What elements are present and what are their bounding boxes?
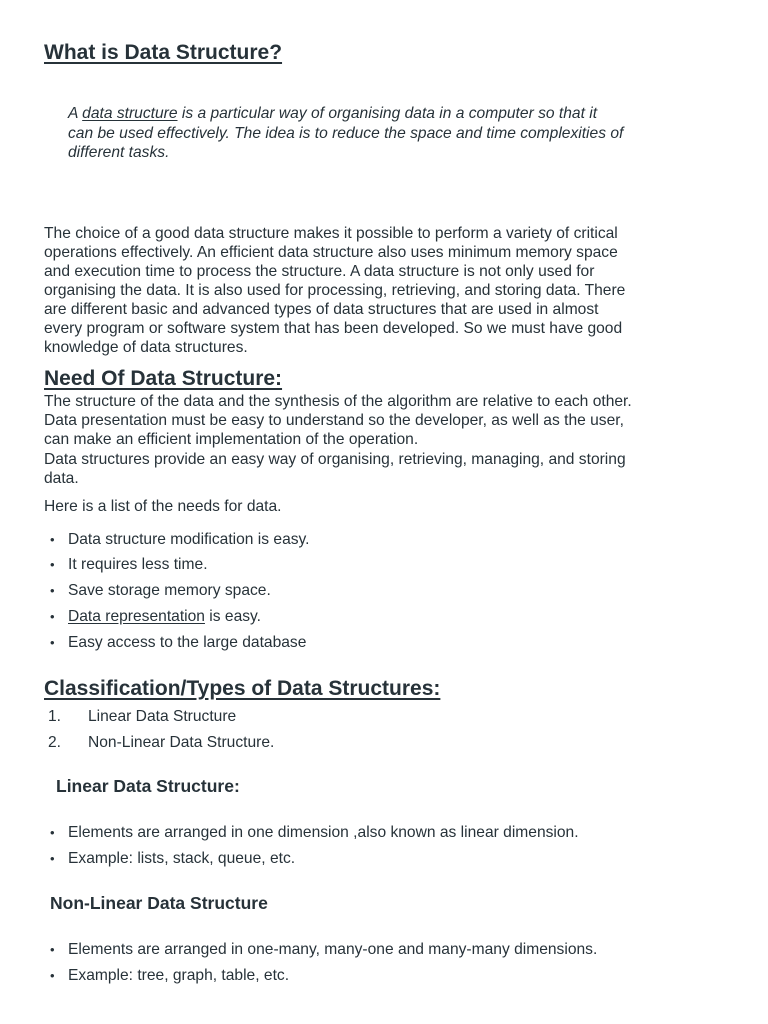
bullet-icon: • — [50, 851, 55, 866]
needs-list-intro: Here is a list of the needs for data. — [44, 498, 282, 515]
item-text: Linear Data Structure — [88, 708, 237, 725]
intro-line: and execution time to process the structure. A data structure is not only used for — [44, 263, 595, 280]
bullet-icon: • — [50, 557, 55, 572]
need-line: The structure of the data and the synthesis of the algorithm are relative to each other. — [44, 393, 632, 410]
data-structure-link[interactable]: data structure — [82, 105, 178, 122]
intro-line: every program or software system that has been developed. So we must have good — [44, 320, 623, 337]
bullet-icon: • — [50, 635, 55, 650]
intro-line: organising the data. It is also used for processing, retrieving, and storing data. There — [44, 282, 626, 299]
definition-line-1 — [68, 104, 718, 124]
bullet-icon: • — [50, 609, 55, 624]
classification-heading: Classification/Types of Data Structures: — [44, 677, 441, 700]
item-number: 2. — [48, 734, 62, 751]
bullet-icon: • — [50, 942, 55, 957]
need-paragraph-1 — [44, 392, 734, 449]
data-representation-link[interactable]: Data representation — [68, 608, 205, 625]
intro-line: The choice of a good data structure makes it possible to perform a variety of critical — [44, 225, 618, 242]
intro-line: operations effectively. An efficient data structure also uses minimum memory space — [44, 244, 618, 261]
need-line: can make an efficient implementation of the operation. — [44, 431, 419, 448]
definition-line-3: different tasks. — [68, 144, 170, 161]
need-line: Data presentation must be easy to understand so the developer, as well as the user, — [44, 412, 624, 429]
page-title: What is Data Structure? — [44, 41, 283, 64]
item-number: 1. — [48, 708, 62, 725]
bullet-icon: • — [50, 532, 55, 547]
definition-prefix: A — [68, 105, 83, 122]
bullet-icon: • — [50, 968, 55, 983]
bullet-icon: • — [50, 825, 55, 840]
document-page: What is Data Structure? A data structure is a particular way of organising data in a computer so that it can be used effectively. The idea is to reduce the space and time complexities of different tasks. The choice of a good data structure makes it possible to perform a variety of critical operations effectively. An efficient data structure also uses minimum memory space and execution time to process the structure. A data structure is not only used for organising the data. It is also used for processing, retrieving, and storing data. There are different basic and advanced types of data structures that are used in almost every program or software system that has been developed. So we must have good knowledge of data structures. Need Of Data Structure: The structure of the data and the synthesis of the algorithm are relative to each other. Data presentation must be easy to understand so the developer, as well as the user, can make an efficient implementation of the operation. Data structures provide an easy way of organising, retrieving, managing, and storing data. Here is a list of the needs for data. • Data structure modification is easy. • It requires less time. • Save storage memory space. • Data representation is easy. • Easy access to the large database Classification/Types of Data Structures: 1. Linear Data Structure 2. Non-Linear Data Structure. Linear Data Structure: • Elements are arranged in one dimension ,also known as linear dimension. • Example: lists, stack, queue, etc. Non-Linear Data Structure • Elements are arranged in one-many, many-one and many-many dimensions. • Example: tree, graph, table, etc. — [0, 0, 768, 1024]
intro-line: knowledge of data structures. — [44, 339, 248, 356]
need-line: data. — [44, 470, 79, 487]
definition-line-2: can be used effectively. The idea is to reduce the space and time complexities of — [68, 124, 624, 142]
need-heading: Need Of Data Structure: — [44, 367, 283, 390]
need-paragraph-2 — [44, 450, 734, 488]
intro-paragraph — [44, 224, 734, 357]
linear-heading: Linear Data Structure: — [56, 776, 240, 796]
need-line: Data structures provide an easy way of organising, retrieving, managing, and storing — [44, 451, 626, 468]
definition-quote — [68, 104, 718, 163]
nonlinear-heading: Non-Linear Data Structure — [50, 893, 268, 913]
definition-rest: is a particular way of organising data in a computer so that it — [177, 105, 598, 122]
bullet-icon: • — [50, 583, 55, 598]
intro-line: are different basic and advanced types of data structures that are used in almost — [44, 301, 599, 318]
item-text: Non-Linear Data Structure. — [88, 734, 275, 751]
